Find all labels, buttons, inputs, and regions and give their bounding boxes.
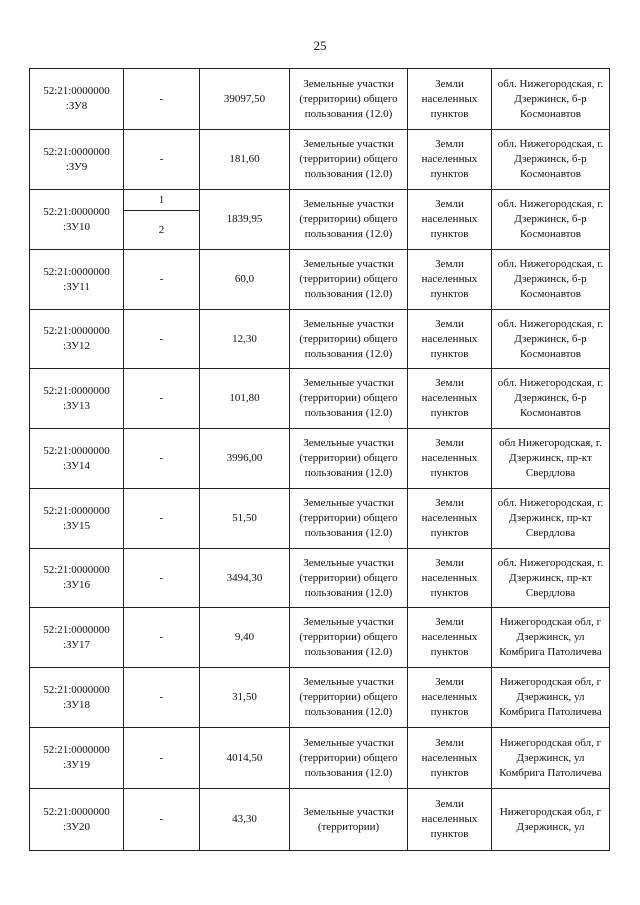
cadastral-id-cell: 52:21:0000000 :ЗУ12 xyxy=(30,310,124,369)
table-row xyxy=(30,190,610,211)
table-row xyxy=(30,489,610,549)
address-cell: обл. Нижегородская, г. Дзержинск, б-р Космонавтов xyxy=(492,130,610,190)
land-category-cell: Земли населенных пунктов xyxy=(408,190,492,250)
cadastral-id-cell: 52:21:0000000 :ЗУ15 xyxy=(30,489,124,549)
part-number-cell: 2 xyxy=(124,211,200,250)
page-number: 25 xyxy=(313,38,327,53)
land-use-cell: Земельные участки (территории) общего пользования (12.0) xyxy=(290,429,408,489)
table-row xyxy=(30,549,610,608)
land-category-cell: Земли населенных пунктов xyxy=(408,250,492,310)
land-category-cell: Земли населенных пунктов xyxy=(408,608,492,668)
part-number-cell: - xyxy=(124,429,200,489)
land-use-cell: Земельные участки (территории) общего пользования (12.0) xyxy=(290,668,408,728)
part-number-cell: - xyxy=(124,728,200,789)
table-row xyxy=(30,310,610,369)
address-cell: обл Нижегородская, г. Дзержинск, пр-кт Свердлова xyxy=(492,429,610,489)
land-use-cell: Земельные участки (территории) общего пользования (12.0) xyxy=(290,69,408,130)
part-number-cell: - xyxy=(124,310,200,369)
cadastral-id-cell: 52:21:0000000 :ЗУ18 xyxy=(30,668,124,728)
part-number-cell: - xyxy=(124,549,200,608)
address-cell: Нижегородская обл, г Дзержинск, ул Комбрига Патоличева xyxy=(492,608,610,668)
table-row xyxy=(30,429,610,489)
table-row xyxy=(30,668,610,728)
part-number-cell: - xyxy=(124,369,200,429)
address-cell: обл. Нижегородская, г. Дзержинск, б-р Космонавтов xyxy=(492,250,610,310)
land-use-cell: Земельные участки (территории) общего пользования (12.0) xyxy=(290,549,408,608)
cadastral-id-cell: 52:21:0000000 :ЗУ17 xyxy=(30,608,124,668)
address-cell: Нижегородская обл, г Дзержинск, ул Комбрига Патоличева xyxy=(492,728,610,789)
land-category-cell: Земли населенных пунктов xyxy=(408,549,492,608)
part-number-cell: 1 xyxy=(124,190,200,211)
area-cell: 9,40 xyxy=(200,608,290,668)
land-category-cell: Земли населенных пунктов xyxy=(408,668,492,728)
land-use-cell: Земельные участки (территории) xyxy=(290,789,408,851)
part-number-cell: - xyxy=(124,130,200,190)
address-cell: обл. Нижегородская, г. Дзержинск, б-р Космонавтов xyxy=(492,190,610,250)
land-use-cell: Земельные участки (территории) общего пользования (12.0) xyxy=(290,489,408,549)
land-plots-table xyxy=(29,68,610,851)
address-cell: обл. Нижегородская, г. Дзержинск, б-р Космонавтов xyxy=(492,310,610,369)
area-cell: 181,60 xyxy=(200,130,290,190)
cadastral-id-cell: 52:21:0000000 :ЗУ10 xyxy=(30,190,124,250)
area-cell: 31,50 xyxy=(200,668,290,728)
table-row xyxy=(30,369,610,429)
land-use-cell: Земельные участки (территории) общего пользования (12.0) xyxy=(290,190,408,250)
address-cell: Нижегородская обл, г Дзержинск, ул Комбрига Патоличева xyxy=(492,668,610,728)
area-cell: 3996,00 xyxy=(200,429,290,489)
area-cell: 51,50 xyxy=(200,489,290,549)
land-category-cell: Земли населенных пунктов xyxy=(408,369,492,429)
land-use-cell: Земельные участки (территории) общего пользования (12.0) xyxy=(290,728,408,789)
land-category-cell: Земли населенных пунктов xyxy=(408,728,492,789)
part-number-cell: - xyxy=(124,69,200,130)
cadastral-id-cell: 52:21:0000000 :ЗУ19 xyxy=(30,728,124,789)
land-use-cell: Земельные участки (территории) общего пользования (12.0) xyxy=(290,369,408,429)
land-category-cell: Земли населенных пунктов xyxy=(408,69,492,130)
table-row xyxy=(30,250,610,310)
land-category-cell: Земли населенных пунктов xyxy=(408,130,492,190)
cadastral-id-cell: 52:21:0000000 :ЗУ13 xyxy=(30,369,124,429)
part-number-cell: - xyxy=(124,668,200,728)
table-row xyxy=(30,69,610,130)
cadastral-id-cell: 52:21:0000000 :ЗУ8 xyxy=(30,69,124,130)
table-row xyxy=(30,728,610,789)
table-row xyxy=(30,130,610,190)
cadastral-id-cell: 52:21:0000000 :ЗУ14 xyxy=(30,429,124,489)
area-cell: 4014,50 xyxy=(200,728,290,789)
address-cell: обл. Нижегородская, г. Дзержинск, пр-кт Свердлова xyxy=(492,489,610,549)
part-number-cell: - xyxy=(124,789,200,851)
land-category-cell: Земли населенных пунктов xyxy=(408,310,492,369)
area-cell: 1839,95 xyxy=(200,190,290,250)
address-cell: обл. Нижегородская, г. Дзержинск, б-р Космонавтов xyxy=(492,369,610,429)
address-cell: обл. Нижегородская, г. Дзержинск, б-р Космонавтов xyxy=(492,69,610,130)
cadastral-id-cell: 52:21:0000000 :ЗУ11 xyxy=(30,250,124,310)
area-cell: 60,0 xyxy=(200,250,290,310)
area-cell: 101,80 xyxy=(200,369,290,429)
area-cell: 39097,50 xyxy=(200,69,290,130)
land-use-cell: Земельные участки (территории) общего пользования (12.0) xyxy=(290,310,408,369)
land-category-cell: Земли населенных пунктов xyxy=(408,489,492,549)
cadastral-id-cell: 52:21:0000000 :ЗУ9 xyxy=(30,130,124,190)
land-use-cell: Земельные участки (территории) общего пользования (12.0) xyxy=(290,130,408,190)
cadastral-id-cell: 52:21:0000000 :ЗУ16 xyxy=(30,549,124,608)
area-cell: 3494,30 xyxy=(200,549,290,608)
land-category-cell: Земли населенных пунктов xyxy=(408,429,492,489)
part-number-cell: - xyxy=(124,250,200,310)
area-cell: 43,30 xyxy=(200,789,290,851)
table-row xyxy=(30,789,610,851)
land-use-cell: Земельные участки (территории) общего пользования (12.0) xyxy=(290,250,408,310)
table-row xyxy=(30,608,610,668)
land-use-cell: Земельные участки (территории) общего пользования (12.0) xyxy=(290,608,408,668)
land-category-cell: Земли населенных пунктов xyxy=(408,789,492,851)
address-cell: обл. Нижегородская, г. Дзержинск, пр-кт Свердлова xyxy=(492,549,610,608)
address-cell: Нижегородская обл, г Дзержинск, ул xyxy=(492,789,610,851)
cadastral-id-cell: 52:21:0000000 :ЗУ20 xyxy=(30,789,124,851)
part-number-cell: - xyxy=(124,608,200,668)
part-number-cell: - xyxy=(124,489,200,549)
area-cell: 12,30 xyxy=(200,310,290,369)
